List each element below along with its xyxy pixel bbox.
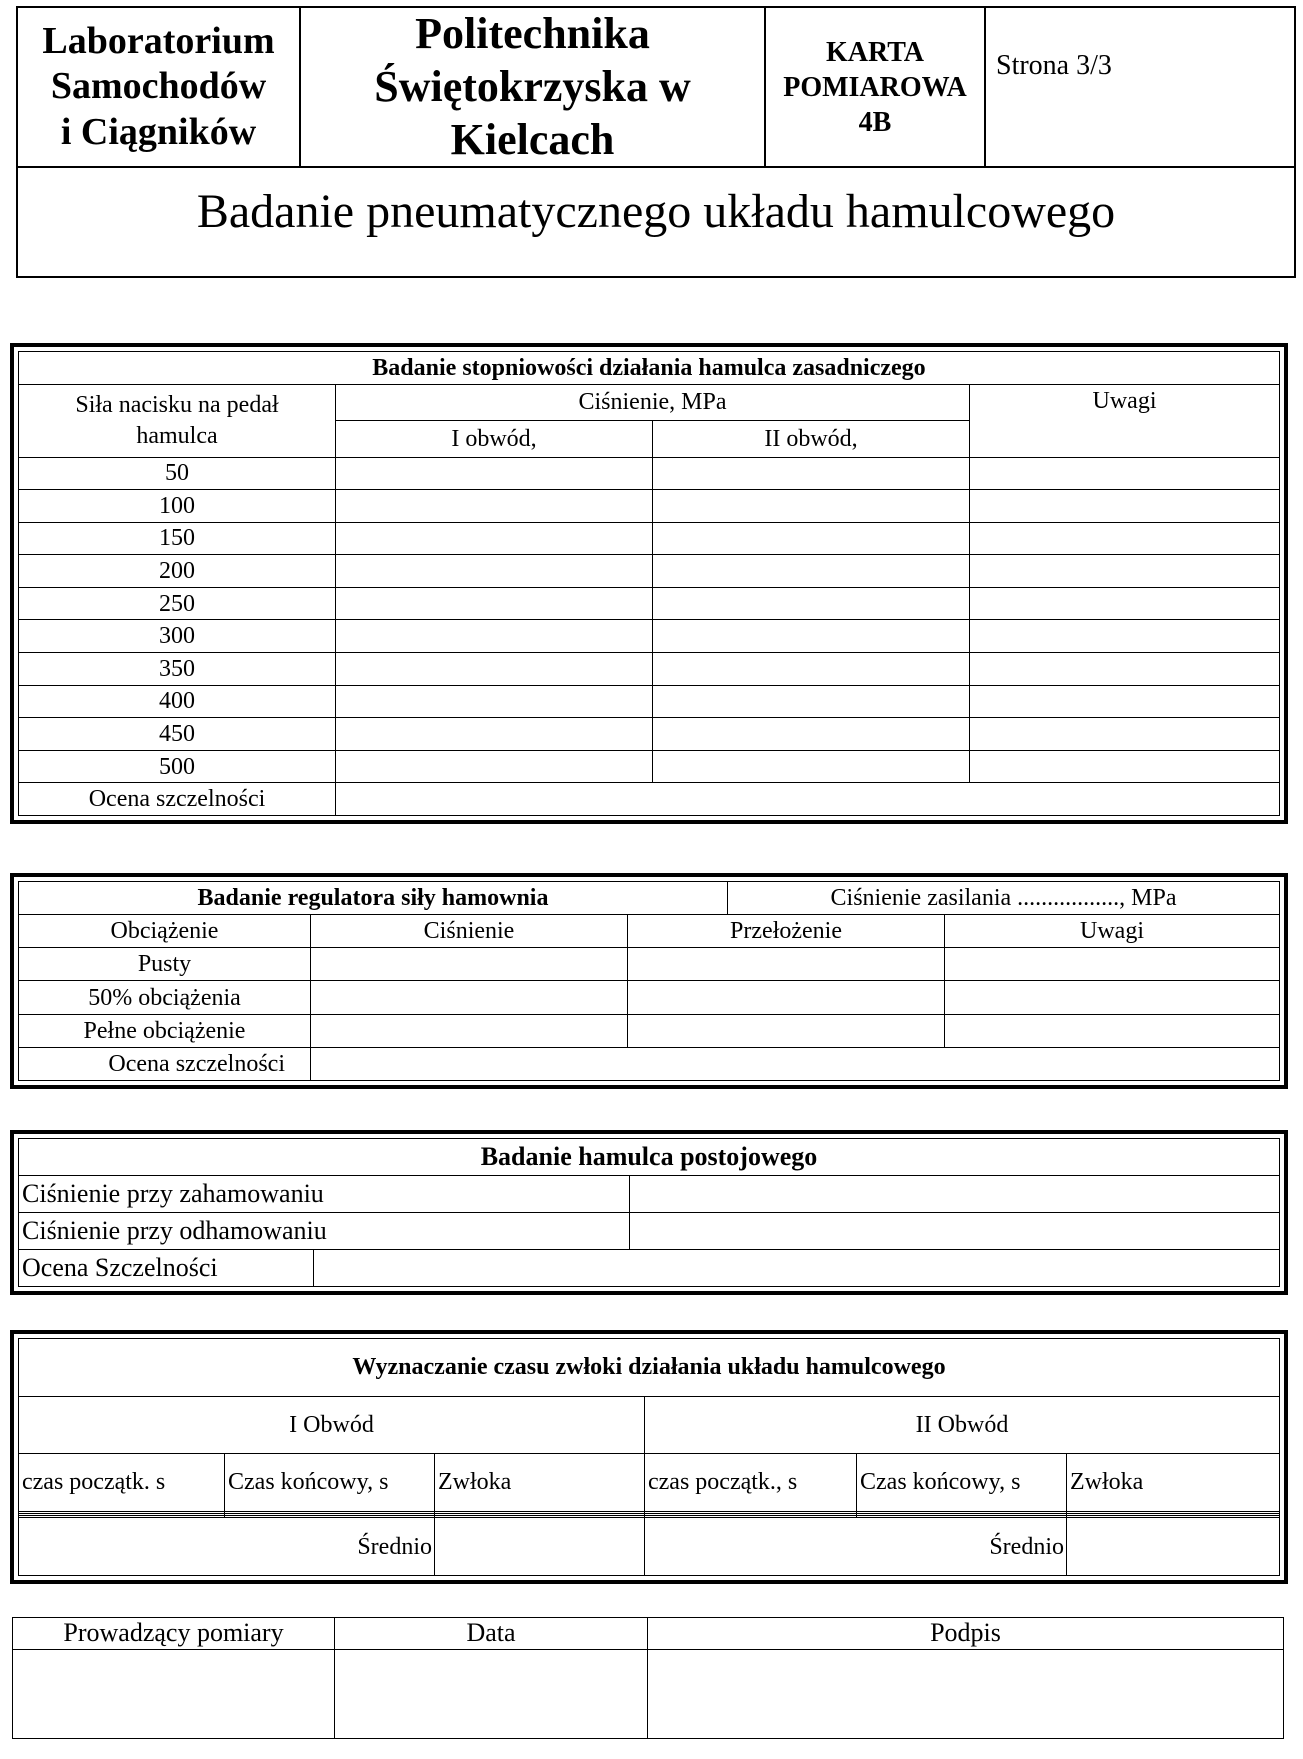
force-value: 300 [19,620,336,653]
supply-pressure: Ciśnienie zasilania ................., MPa [728,882,1280,915]
remarks-cell[interactable] [945,981,1280,1014]
table-row [19,555,1280,588]
tightness-label: Ocena Szczelności [19,1250,314,1287]
table-row [19,490,1280,523]
circuit-1-header: I obwód, [336,421,653,457]
ratio-cell[interactable] [628,948,945,981]
circuit-2-cell[interactable] [653,653,970,686]
tightness-label: Ocena szczelności [19,783,336,816]
brake-delay-section [10,1330,1288,1584]
remarks-cell[interactable] [970,587,1280,620]
pressure-column-header: Ciśnienie [311,915,628,948]
table-row [19,718,1280,751]
remarks-column-header: Uwagi [970,384,1280,457]
section-title: Badanie hamulca postojowego [19,1139,1280,1176]
page-number: Strona 3/3 [985,7,1295,167]
parking-brake-section [10,1130,1288,1295]
table-row [19,620,1280,653]
table-row [19,1014,1280,1047]
force-value: 150 [19,522,336,555]
remarks-cell[interactable] [970,522,1280,555]
circuit-2-cell[interactable] [653,685,970,718]
signature-block [12,1617,1284,1739]
circuit-2-header: II Obwód [645,1396,1280,1454]
force-value: 450 [19,718,336,751]
c1-average-cell[interactable] [435,1518,645,1576]
c1-delay-header: Zwłoka [435,1454,645,1512]
table-row [19,981,1280,1014]
table-row [19,587,1280,620]
c2-end-time-header: Czas końcowy, s [857,1454,1067,1512]
load-label: 50% obciążenia [19,981,311,1014]
remarks-cell[interactable] [970,620,1280,653]
circuit-2-cell[interactable] [653,587,970,620]
university-name: Politechnika Świętokrzyska w Kielcach [300,7,765,167]
remarks-cell[interactable] [945,1014,1280,1047]
force-value: 400 [19,685,336,718]
force-value: 500 [19,750,336,783]
tightness-value-cell[interactable] [311,1047,1280,1080]
signature-cell[interactable] [648,1650,1284,1739]
date-label: Data [335,1618,648,1650]
circuit-2-cell[interactable] [653,522,970,555]
tightness-value-cell[interactable] [336,783,1280,816]
circuit-2-cell[interactable] [653,718,970,751]
remarks-cell[interactable] [970,718,1280,751]
pressure-column-header: Ciśnienie, MPa [336,384,970,420]
circuit-1-cell[interactable] [336,718,653,751]
remarks-cell[interactable] [945,948,1280,981]
circuit-1-cell[interactable] [336,587,653,620]
remarks-cell[interactable] [970,685,1280,718]
table-row [19,653,1280,686]
c1-end-time-header: Czas końcowy, s [225,1454,435,1512]
circuit-2-cell[interactable] [653,457,970,490]
circuit-1-cell[interactable] [336,555,653,588]
c1-average-label: Średnio [19,1518,435,1576]
circuit-1-header: I Obwód [19,1396,645,1454]
c2-average-cell[interactable] [1067,1518,1280,1576]
remarks-column-header: Uwagi [945,915,1280,948]
remarks-cell[interactable] [970,457,1280,490]
table-row [19,750,1280,783]
section-title: Badanie regulatora siły hamownia [19,882,728,915]
date-cell[interactable] [335,1650,648,1739]
circuit-2-header: II obwód, [653,421,970,457]
circuit-2-cell[interactable] [653,750,970,783]
ratio-cell[interactable] [628,1014,945,1047]
force-value: 200 [19,555,336,588]
table-row [19,457,1280,490]
force-value: 100 [19,490,336,523]
table-row [19,948,1280,981]
pressure-released-cell[interactable] [630,1213,1280,1250]
c1-start-time-header: czas początk. s [19,1454,225,1512]
remarks-cell[interactable] [970,555,1280,588]
c2-delay-header: Zwłoka [1067,1454,1280,1512]
pressure-braked-cell[interactable] [630,1176,1280,1213]
remarks-cell[interactable] [970,490,1280,523]
pressure-cell[interactable] [311,981,628,1014]
pressure-cell[interactable] [311,948,628,981]
graduality-test-section [10,343,1288,824]
c2-average-label: Średnio [645,1518,1067,1576]
section-title: Wyznaczanie czasu zwłoki działania układu hamulcowego [19,1339,1280,1397]
card-id: KARTA POMIAROWA 4B [765,7,985,167]
laboratory-name: Laboratorium Samochodów i Ciągników [17,7,300,167]
brake-force-regulator-section [10,873,1288,1089]
circuit-1-cell[interactable] [336,620,653,653]
tightness-value-cell[interactable] [314,1250,1280,1287]
ratio-cell[interactable] [628,981,945,1014]
load-label: Pełne obciążenie [19,1014,311,1047]
ratio-column-header: Przełożenie [628,915,945,948]
table-row [19,522,1280,555]
force-value: 250 [19,587,336,620]
force-column-header: Siła nacisku na pedał hamulca [19,384,336,457]
circuit-1-cell[interactable] [336,457,653,490]
remarks-cell[interactable] [970,653,1280,686]
force-value: 350 [19,653,336,686]
circuit-1-cell[interactable] [336,685,653,718]
circuit-2-cell[interactable] [653,490,970,523]
load-column-header: Obciążenie [19,915,311,948]
signature-label: Podpis [648,1618,1284,1650]
pressure-released-label: Ciśnienie przy odhamowaniu [19,1213,630,1250]
table-row [19,685,1280,718]
section-title: Badanie stopniowości działania hamulca zasadniczego [19,352,1280,385]
force-value: 50 [19,457,336,490]
circuit-1-cell[interactable] [336,653,653,686]
remarks-cell[interactable] [970,750,1280,783]
circuit-2-cell[interactable] [653,555,970,588]
circuit-1-cell[interactable] [336,490,653,523]
tightness-label: Ocena szczelności [19,1047,311,1080]
load-label: Pusty [19,948,311,981]
circuit-1-cell[interactable] [336,522,653,555]
document-header [16,6,1296,278]
circuit-2-cell[interactable] [653,620,970,653]
c2-start-time-header: czas początk., s [645,1454,857,1512]
operator-cell[interactable] [13,1650,335,1739]
pressure-braked-label: Ciśnienie przy zahamowaniu [19,1176,630,1213]
operator-label: Prowadzący pomiary [13,1618,335,1650]
circuit-1-cell[interactable] [336,750,653,783]
pressure-cell[interactable] [311,1014,628,1047]
document-title: Badanie pneumatycznego układu hamulcowego [17,167,1295,277]
